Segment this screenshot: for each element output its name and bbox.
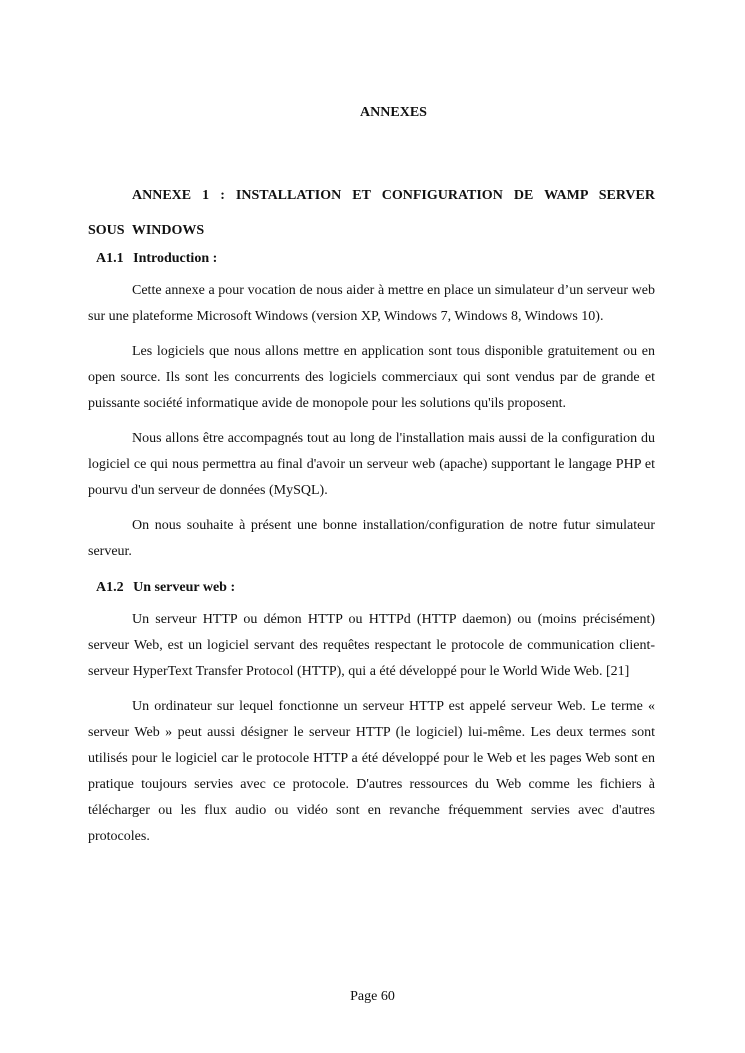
paragraph: Nous allons être accompagnés tout au long de l'installation mais aussi de la configuration du logiciel ce qui nous permettra au final d'avoir un serveur web (apache) supportant le langage PHP et pourvu d'un serveur de données (MySQL). (88, 431, 655, 498)
annexes-title: ANNEXES (360, 105, 427, 120)
section-heading (96, 248, 655, 270)
section-heading (96, 577, 655, 599)
section-introduction (88, 248, 655, 565)
section-serveur-web (88, 577, 655, 850)
paragraph: Un ordinateur sur lequel fonctionne un serveur HTTP est appelé serveur Web. Le terme « serveur Web » peut aussi désigner le serveur HTTP (le logiciel) lui-même. Les deux termes sont utilisés pour le logiciel car le protocole HTTP a été développé pour le Web et les pages Web sont en pratique toujours servies avec ce protocole. D'autres ressources du Web comme les fichiers à télécharger ou les flux audio ou vidéo sont en revanche fréquemment servies avec d'autres protocoles. (88, 699, 655, 844)
annexe-heading: ANNEXE 1 : INSTALLATION ET CONFIGURATION DE WAMP SERVER SOUS WINDOWS (88, 188, 655, 238)
section-number: A1.2 (96, 580, 124, 595)
document-body (88, 248, 655, 859)
paragraph: Les logiciels que nous allons mettre en application sont tous disponible gratuitement ou en open source. Ils sont les concurrents des logiciels commerciaux qui sont vendus par de grande et puissante société informatique avide de monopole pour les solutions qu'ils proposent. (88, 344, 655, 411)
paragraph: Cette annexe a pour vocation de nous aider à mettre en place un simulateur d’un serveur web sur une plateforme Microsoft Windows (version XP, Windows 7, Windows 8, Windows 10). (88, 283, 655, 324)
section-number: A1.1 (96, 251, 124, 266)
paragraph: On nous souhaite à présent une bonne installation/configuration de notre futur simulateur serveur. (88, 518, 655, 559)
section-title: Un serveur web : (133, 580, 236, 595)
page-number: Page 60 (350, 989, 395, 1004)
section-title: Introduction : (133, 251, 218, 266)
paragraph: Un serveur HTTP ou démon HTTP ou HTTPd (HTTP daemon) ou (moins précisément) serveur Web, est un logiciel servant des requêtes respectant le protocole de communication client-serveur HyperText Transfer Protocol (HTTP), qui a été développé pour le World Wide Web. [21] (88, 612, 655, 679)
